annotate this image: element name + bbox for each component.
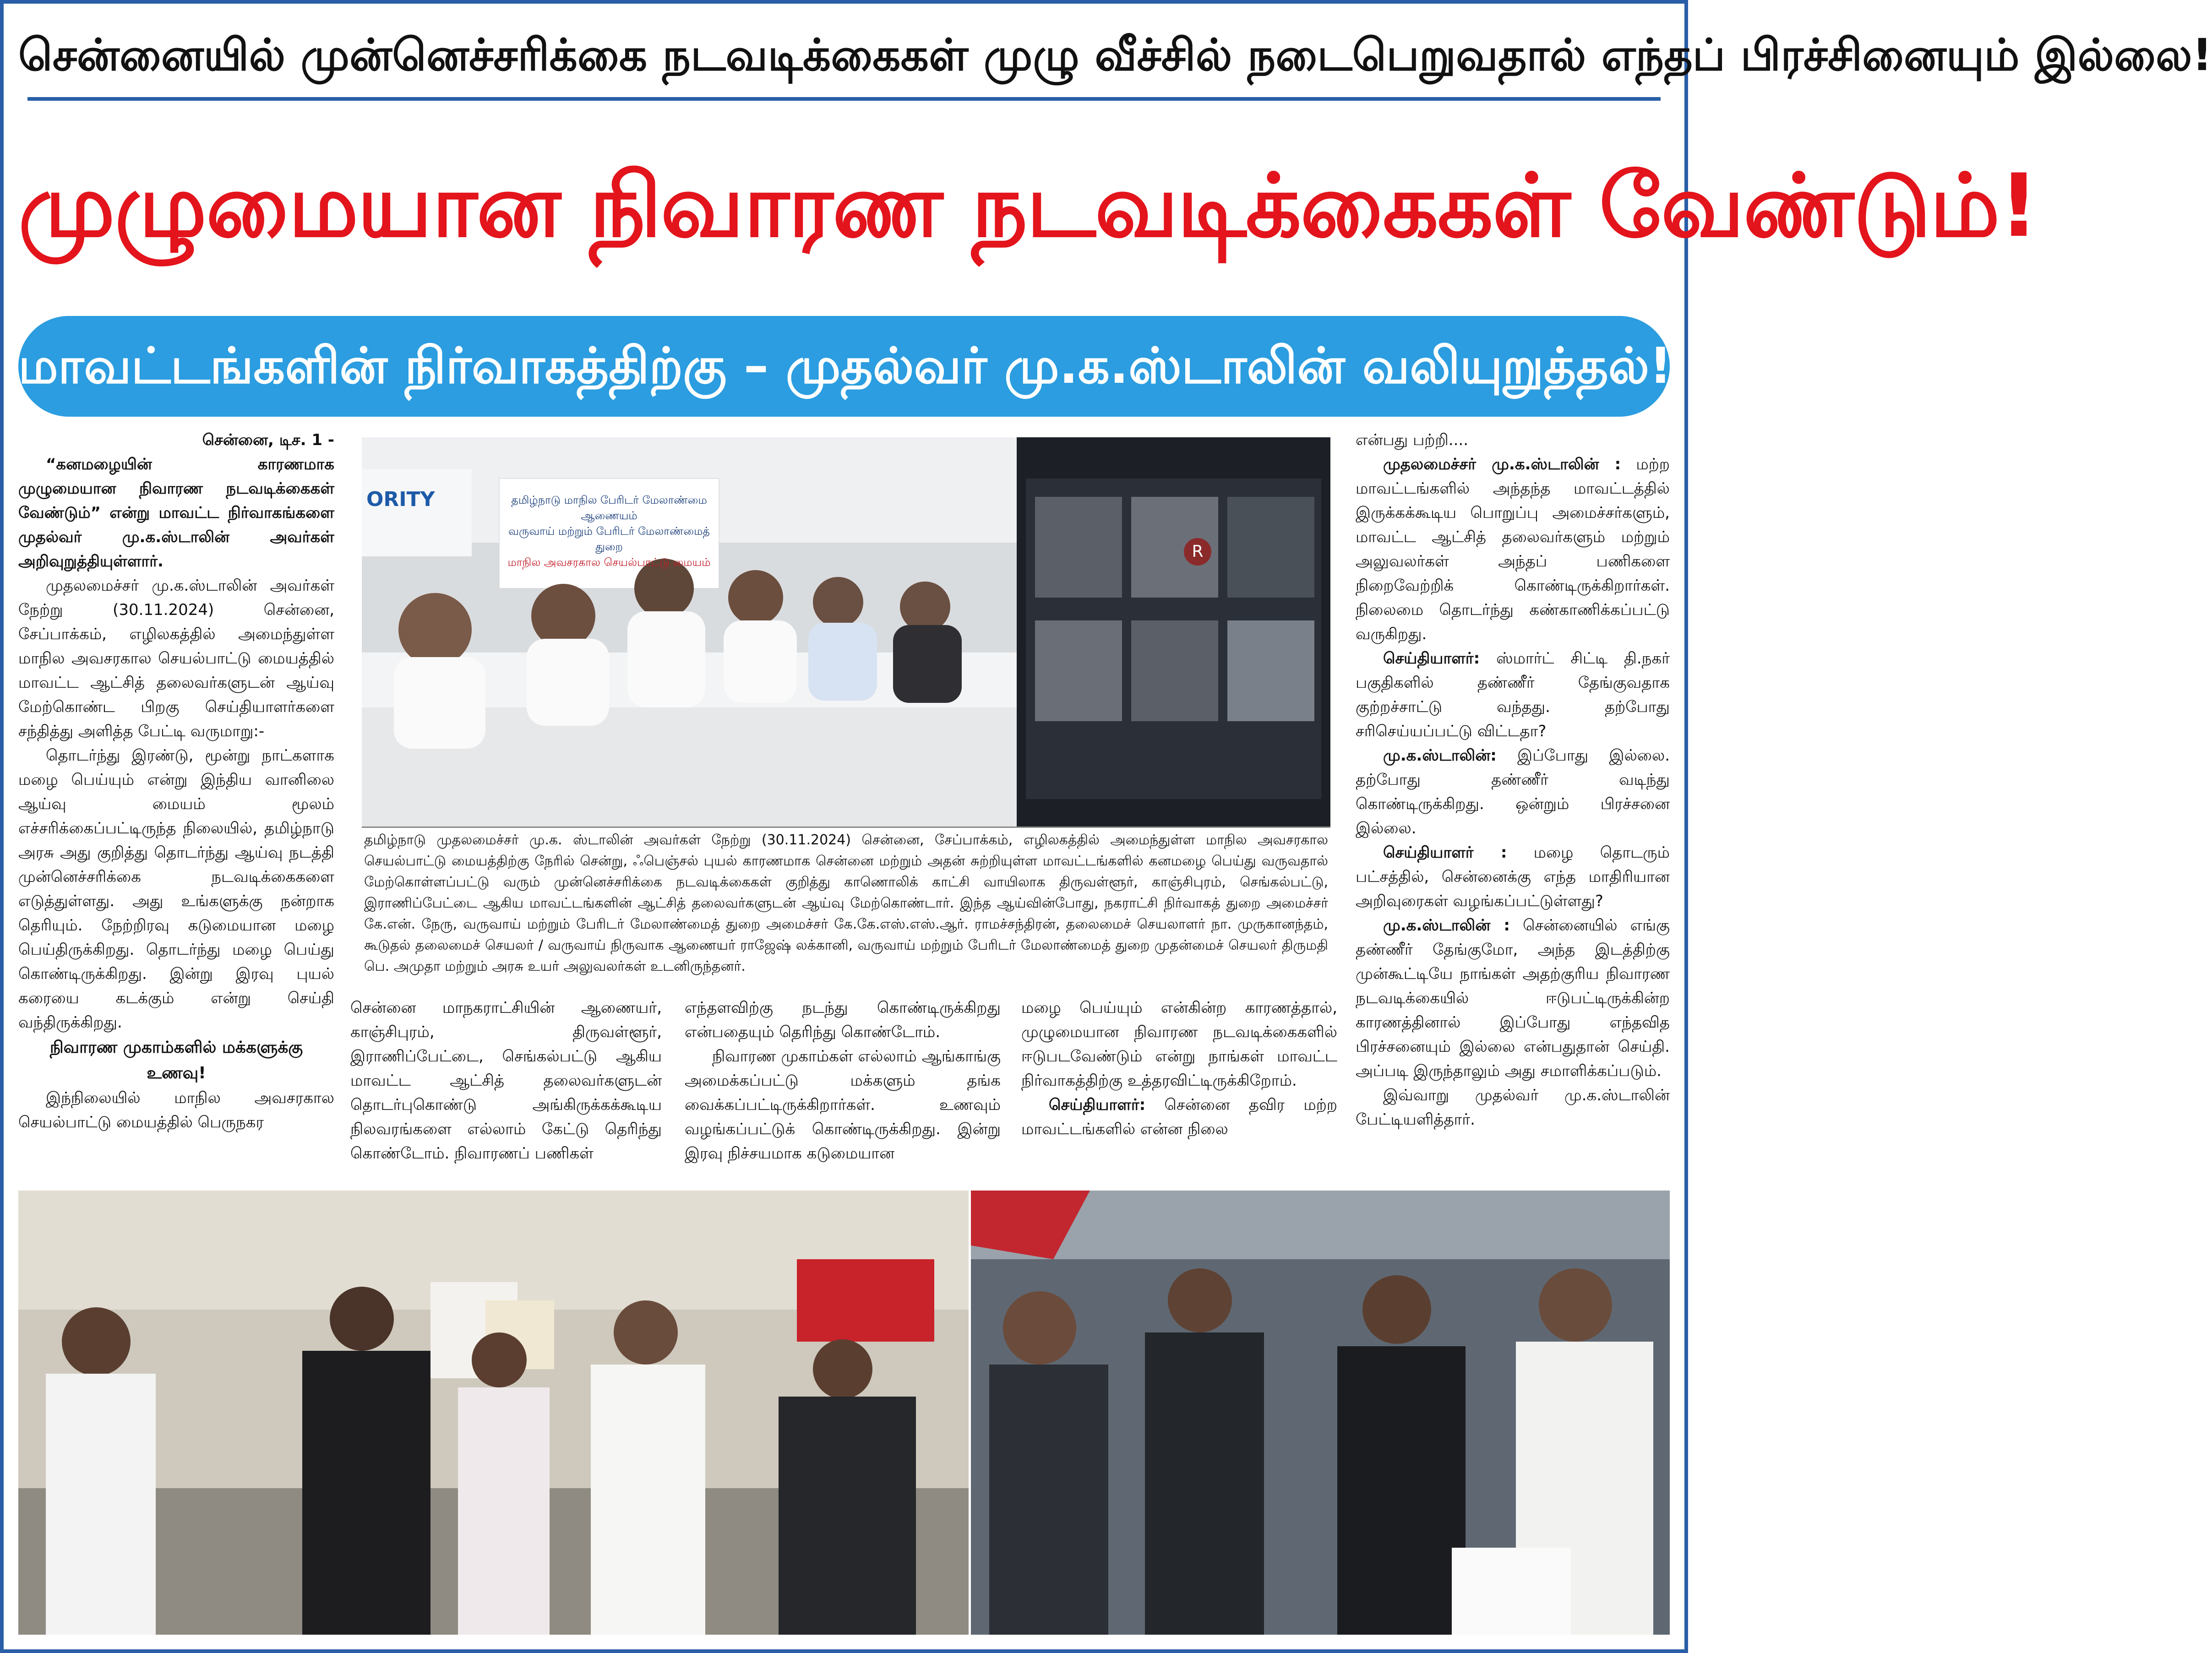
field-visit-photo (971, 1191, 1670, 1635)
paragraph: என்பது பற்றி.... (1356, 431, 1469, 449)
article-column-5 (1356, 428, 1670, 1170)
speaker-label: முதலமைச்சர் மு.க.ஸ்டாலின் : (1383, 455, 1621, 473)
relief-camp-illustration (18, 1191, 969, 1635)
interview-paragraph (1356, 841, 1670, 914)
speaker-text: மழை தொடரும் பட்சத்தில், சென்னைக்கு எந்த மாதிரியான அறிவுரைகள் வழங்கப்பட்டுள்ளது? (1356, 843, 1670, 910)
speaker-text: இப்போது இல்லை. தற்போது தண்ணீர் வடிந்து கொண்டிருக்கிறது. ஒன்றும் பிரச்சனை இல்லை. (1356, 746, 1670, 837)
dateline: சென்னை, டிச. 1 - (202, 431, 334, 449)
meeting-photo (362, 437, 1330, 826)
article-column-4 (1021, 996, 1337, 1170)
interview-paragraph (1356, 452, 1670, 647)
signage-line: தமிழ்நாடு மாநில பேரிடர் மேலாண்மை ஆணையம் (511, 494, 707, 522)
kicker-headline: சென்னையில் முன்னெச்சரிக்கை நடவடிக்கைகள் முழு வீச்சில் நடைபெறுவதால் எந்தப் பிரச்சினையும் இல்லை! (18, 29, 2212, 81)
speaker-text: சென்னையில் எங்கு தண்ணீர் தேங்குமோ, அந்த இடத்திற்கு முன்கூட்டியே நாங்கள் அதற்குரிய நிவாரண நடவடிக்கையில் ஈடுபட்டிருக்கின்ற காரணத்தினால் இப்போது எந்தவித பிரச்சனையும் இல்லை என்பதுதான் செய்தி. அப்படி இருந்தாலும் அது சமாளிக்கப்படும். (1356, 916, 1670, 1080)
signage-authority-text: ORITY (366, 488, 435, 511)
interview-paragraph (1356, 914, 1670, 1083)
interview-paragraph (1356, 744, 1670, 841)
interview-paragraph (1021, 1093, 1337, 1142)
speaker-label: செய்தியாளர்: (1383, 649, 1480, 668)
speaker-text: ஸ்மார்ட் சிட்டி தி.நகர் பகுதிகளில் தண்ணீர் தேங்குவதாக குற்றச்சாட்டு வந்தது. தற்போது சரிசெய்யப்பட்டு விட்டதா? (1356, 649, 1670, 740)
signage-text (504, 492, 714, 570)
paragraph: நிவாரண முகாம்கள் எல்லாம் ஆங்காங்கு அமைக்கப்பட்டு மக்களும் தங்க வைக்கப்பட்டிருக்கிறார்கள். உணவும் வழங்கப்பட்டுக் கொண்டிருக்கிறது. இன்று இரவு நிச்சயமாக கடுமையான (685, 1047, 1001, 1163)
lede-paragraph: “கனமழையின் காரணமாக முழுமையான நிவாரண நடவடிக்கைகள் வேண்டும்” என்று மாவட்ட நிர்வாகங்களை முதல்வர் மு.க.ஸ்டாலின் அவர்கள் அறிவுறுத்தியுள்ளார். (18, 455, 334, 571)
video-tile-avatar: R (1184, 538, 1211, 566)
signage-line: மாநில அவசரகால செயல்பாட்டு மையம் (507, 556, 711, 569)
subheading: நிவாரண முகாம்களில் மக்களுக்கு உணவு! (49, 1038, 303, 1082)
interview-paragraph (1356, 647, 1670, 744)
signage-line: வருவாய் மற்றும் பேரிடர் மேலாண்மைத் துறை (508, 525, 710, 553)
article-column-1 (18, 428, 334, 1161)
paragraph: சென்னை மாநகராட்சியின் ஆணையர், காஞ்சிபுரம், திருவள்ளூர், இராணிப்பேட்டை, செங்கல்பட்டு ஆகிய மாவட்ட ஆட்சித் தலைவர்களுடன் தொடர்புகொண்டு அங்கிருக்கக்கூடிய நிலவரங்களை எல்லாம் கேட்டு தெரிந்து கொண்டோம். நிவாரணப் பணிகள் (350, 999, 662, 1163)
speaker-text: மற்ற மாவட்டங்களில் அந்தந்த மாவட்டத்தில் இருக்கக்கூடிய பொறுப்பு அமைச்சர்களும், மாவட்ட ஆட்சித் தலைவர்களும் மற்றும் அலுவலர்கள் அந்தப் பணிகளை நிறைவேற்றிக் கொண்டிருக்கிறார்கள். நிலைமை தொடர்ந்து கண்காணிக்கப்பட்டு வருகிறது. (1356, 455, 1670, 643)
closing-paragraph: இவ்வாறு முதல்வர் மு.க.ஸ்டாலின் பேட்டியளித்தார். (1356, 1086, 1670, 1129)
article-column-2 (350, 996, 662, 1170)
photo-divider (362, 826, 1330, 828)
article-column-3 (685, 996, 1001, 1170)
speaker-label: செய்தியாளர் : (1383, 843, 1507, 862)
paragraph: எந்தளவிற்கு நடந்து கொண்டிருக்கிறது என்பதையும் தெரிந்து கொண்டோம். (685, 999, 1001, 1041)
paragraph: முதலமைச்சர் மு.க.ஸ்டாலின் அவர்கள் நேற்று (30.11.2024) சென்னை, சேப்பாக்கம், எழிலகத்தில் அமைந்துள்ள மாநில அவசரகால செயல்பாட்டு மையத்தில் மாவட்ட ஆட்சித் தலைவர்களுடன் ஆய்வு மேற்கொண்ட பிறகு செய்தியாளர்களை சந்தித்து அளித்த பேட்டி வருமாறு:- (18, 576, 334, 740)
speaker-label: மு.க.ஸ்டாலின் : (1383, 916, 1510, 935)
relief-camp-photo (18, 1191, 969, 1635)
speaker-label: மு.க.ஸ்டாலின்: (1383, 746, 1497, 765)
field-visit-illustration (971, 1191, 1670, 1635)
paragraph: தொடர்ந்து இரண்டு, மூன்று நாட்களாக மழை பெய்யும் என்று இந்திய வானிலை ஆய்வு மையம் மூலம் எச்சரிக்கைப்பட்டிருந்த நிலையில், தமிழ்நாடு அரசு அது குறித்து தொடர்ந்து ஆய்வு நடத்தி முன்னெச்சரிக்கை நடவடிக்கைகளை எடுத்துள்ளது. அது உங்களுக்கு நன்றாக தெரியும். நேற்றிரவு கடுமையான மழை பெய்திருக்கிறது. தொடர்ந்து மழை பெய்து கொண்டிருக்கிறது. இன்று இரவு புயல் கரையை கடக்கும் என்று செய்தி வந்திருக்கிறது. (18, 746, 334, 1032)
subheadline-banner: மாவட்டங்களின் நிர்வாகத்திற்கு – முதல்வர் மு.க.ஸ்டாலின் வலியுறுத்தல்! (18, 316, 1670, 417)
speaker-text: சென்னை தவிர மற்ற மாவட்டங்களில் என்ன நிலை (1021, 1096, 1337, 1138)
speaker-label: செய்தியாளர்: (1049, 1096, 1146, 1114)
kicker-rule (27, 97, 1661, 101)
main-headline: முழுமையான நிவாரண நடவடிக்கைகள் வேண்டும்! (18, 155, 2038, 256)
paragraph: இந்நிலையில் மாநில அவசரகால செயல்பாட்டு மையத்தில் பெருநகர (18, 1089, 334, 1131)
paragraph: மழை பெய்யும் என்கின்ற காரணத்தால், முழுமையான நிவாரண நடவடிக்கைகளில் ஈடுபடவேண்டும் என்று நாங்கள் மாவட்ட நிர்வாகத்திற்கு உத்தரவிட்டிருக்கிறோம். (1021, 999, 1337, 1090)
photo-caption: தமிழ்நாடு முதலமைச்சர் மு.க. ஸ்டாலின் அவர்கள் நேற்று (30.11.2024) சென்னை, சேப்பாக்கம், எழிலகத்தில் அமைந்துள்ள மாநில அவசரகால செயல்பாட்டு மையத்திற்கு நேரில் சென்று, ஃபெஞ்சல் புயல் காரணமாக சென்னை மற்றும் அதன் சுற்றியுள்ள மாவட்டங்களில் கனமழை பெய்து வருவதால் மேற்கொள்ளப்பட்டு வரும் முன்னெச்சரிக்கை நடவடிக்கைகள் குறித்து காணொலிக் காட்சி வாயிலாக திருவள்ளூர், காஞ்சிபுரம், செங்கல்பட்டு, இராணிப்பேட்டை ஆகிய மாவட்டங்களின் ஆட்சித் தலைவர்களுடன் ஆய்வு மேற்கொண்டார். இந்த ஆய்வின்போது, நகராட்சி நிர்வாகத் துறை அமைச்சர் கே.என். நேரு, வருவாய் மற்றும் பேரிடர் மேலாண்மைத் துறை அமைச்சர் கே.கே.எஸ்.எஸ்.ஆர். ராமச்சந்திரன், தலைமைச் செயலாளர் நா. முருகானந்தம், கூடுதல் தலைமைச் செயலர் / வருவாய் நிருவாக ஆணையர் ராஜேஷ் லக்கானி, வருவாய் மற்றும் பேரிடர் மேலாண்மைத் துறை முதன்மைச் செயலர் திருமதி பெ. அமுதா மற்றும் அரசு உயர் அலுவலர்கள் உடனிருந்தனர். (364, 832, 1328, 974)
